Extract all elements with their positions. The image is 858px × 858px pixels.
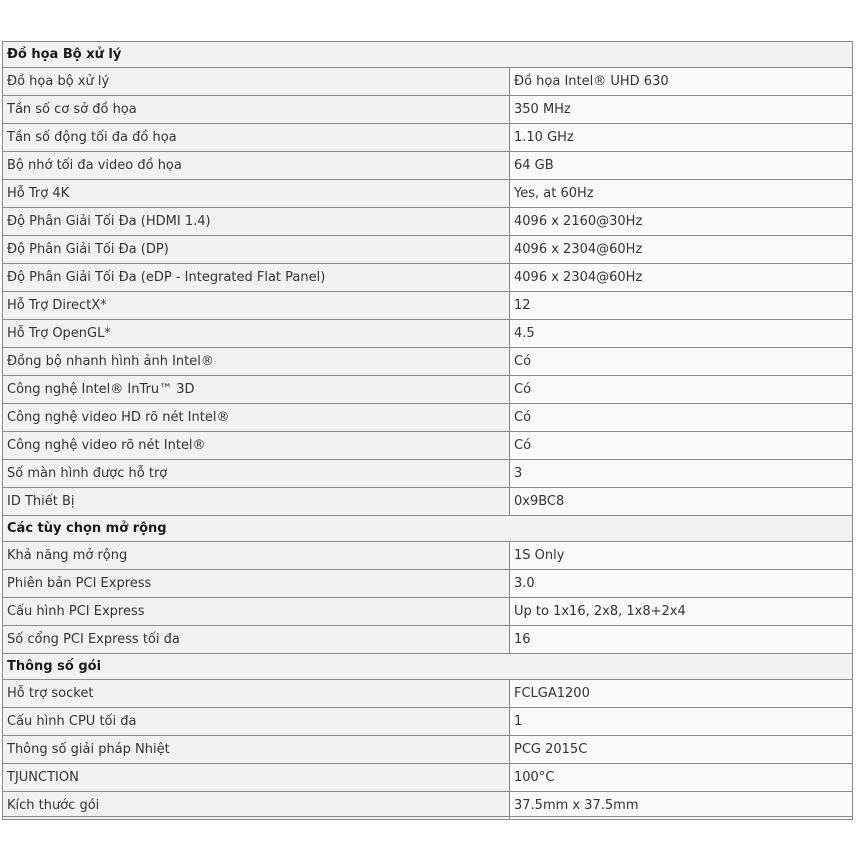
spec-label: Độ Phân Giải Tối Đa (eDP - Integrated Flat Panel): [3, 264, 510, 292]
table-row: [3, 570, 853, 598]
table-row: [3, 208, 853, 236]
spec-table: [2, 41, 853, 820]
table-row: [3, 736, 853, 764]
spec-value: 0x9BC8: [510, 488, 853, 516]
table-row: [3, 320, 853, 348]
table-row: [3, 124, 853, 152]
table-row: [3, 404, 853, 432]
spec-label: Công nghệ Intel® InTru™ 3D: [3, 376, 510, 404]
spec-value: 3: [510, 460, 853, 488]
section-header-graphics: [3, 42, 853, 68]
table-row: [3, 236, 853, 264]
spec-value: 12: [510, 292, 853, 320]
spec-value: 4096 x 2160@30Hz: [510, 208, 853, 236]
spec-value: 1S Only: [510, 542, 853, 570]
spec-value: Có: [510, 432, 853, 460]
section-title: Thông số gói: [3, 654, 853, 680]
spec-value: 1: [510, 708, 853, 736]
spec-value: 350 MHz: [510, 96, 853, 124]
spec-label: Phiên bản PCI Express: [3, 570, 510, 598]
section-header-package: [3, 654, 853, 680]
spec-label: Hỗ trợ socket: [3, 680, 510, 708]
spec-label: Hỗ Trợ 4K: [3, 180, 510, 208]
table-row: [3, 460, 853, 488]
table-row: [3, 488, 853, 516]
spec-value: Up to 1x16, 2x8, 1x8+2x4: [510, 598, 853, 626]
table-row: [3, 68, 853, 96]
spec-label: Số cổng PCI Express tối đa: [3, 626, 510, 654]
spec-value: FCLGA1200: [510, 680, 853, 708]
spec-value: PCG 2015C: [510, 736, 853, 764]
table-row: [3, 764, 853, 792]
table-row: [3, 152, 853, 180]
spec-label: Bộ nhớ tối đa video đồ họa: [3, 152, 510, 180]
spec-label: Cấu hình CPU tối đa: [3, 708, 510, 736]
table-row: [3, 376, 853, 404]
spec-value: Có: [510, 404, 853, 432]
spec-value: Đồ họa Intel® UHD 630: [510, 68, 853, 96]
spec-label: TJUNCTION: [3, 764, 510, 792]
table-row: [3, 96, 853, 124]
section-title: Đồ họa Bộ xử lý: [3, 42, 853, 68]
spec-table-container: [2, 41, 852, 820]
column-divider: [509, 817, 510, 820]
spec-label: ID Thiết Bị: [3, 488, 510, 516]
section-header-expansion: [3, 516, 853, 542]
cropped-row-edge: [2, 816, 852, 820]
table-row: [3, 626, 853, 654]
spec-label: Hỗ Trợ OpenGL*: [3, 320, 510, 348]
spec-value: 4096 x 2304@60Hz: [510, 264, 853, 292]
table-row: [3, 432, 853, 460]
spec-value: 64 GB: [510, 152, 853, 180]
spec-value: Có: [510, 348, 853, 376]
spec-label: Đồ họa bộ xử lý: [3, 68, 510, 96]
table-row: [3, 180, 853, 208]
spec-value: 3.0: [510, 570, 853, 598]
spec-value: 1.10 GHz: [510, 124, 853, 152]
spec-label: Tần số cơ sở đồ họa: [3, 96, 510, 124]
spec-label: Độ Phân Giải Tối Đa (DP): [3, 236, 510, 264]
spec-value: Có: [510, 376, 853, 404]
table-row: [3, 292, 853, 320]
table-row: [3, 708, 853, 736]
spec-value: 4096 x 2304@60Hz: [510, 236, 853, 264]
spec-label: Số màn hình được hỗ trợ: [3, 460, 510, 488]
table-row: [3, 348, 853, 376]
spec-label: Kích thước gói: [3, 792, 510, 820]
spec-value: 4.5: [510, 320, 853, 348]
table-row: [3, 680, 853, 708]
table-row: [3, 542, 853, 570]
spec-label: Đồng bộ nhanh hình ảnh Intel®: [3, 348, 510, 376]
spec-label: Tần số động tối đa đồ họa: [3, 124, 510, 152]
spec-label: Công nghệ video HD rõ nét Intel®: [3, 404, 510, 432]
spec-value: Yes, at 60Hz: [510, 180, 853, 208]
table-row: [3, 598, 853, 626]
table-row: [3, 264, 853, 292]
section-title: Các tùy chọn mở rộng: [3, 516, 853, 542]
spec-value: 100°C: [510, 764, 853, 792]
spec-label: Cấu hình PCI Express: [3, 598, 510, 626]
spec-label: Hỗ Trợ DirectX*: [3, 292, 510, 320]
spec-value: 37.5mm x 37.5mm: [510, 792, 853, 820]
spec-label: Độ Phân Giải Tối Đa (HDMI 1.4): [3, 208, 510, 236]
spec-label: Công nghệ video rõ nét Intel®: [3, 432, 510, 460]
spec-label: Khả năng mở rộng: [3, 542, 510, 570]
spec-label: Thông số giải pháp Nhiệt: [3, 736, 510, 764]
spec-value: 16: [510, 626, 853, 654]
